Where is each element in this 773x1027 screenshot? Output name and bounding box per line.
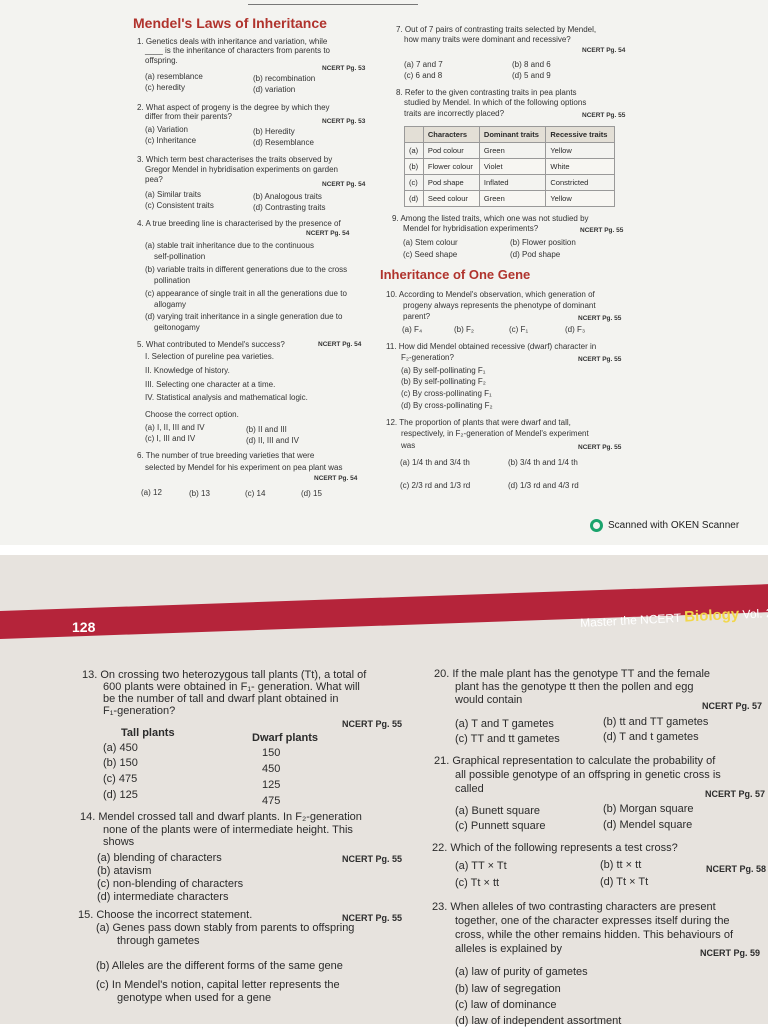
q8-line2: studied by Mendel. In which of the following options (404, 98, 587, 107)
q15-option-a2: through gametes (117, 935, 200, 947)
q22-option-c: (c) Tt × tt (455, 877, 500, 889)
book-title-subject: Biology (683, 605, 740, 626)
table-cell: Green (479, 143, 545, 159)
q5-option-c: (c) I, III and IV (145, 434, 196, 443)
q9-line2: Mendel for hybridisation experiments? (403, 224, 539, 233)
q12-line1: 12. The proportion of plants that were dwarf and tall, (386, 418, 571, 427)
q11-option-b: (b) By self-pollinating F₂ (401, 377, 486, 386)
q6-option-a: (a) 12 (141, 488, 162, 497)
q13-option-b-dwarf: 450 (262, 763, 281, 775)
q6-line1: 6. The number of true breeding varieties that were (137, 451, 315, 460)
q11-option-d: (d) By cross-pollinating F₂ (401, 401, 493, 410)
table-header: Dominant traits (479, 127, 545, 143)
q23-option-a: (a) law of purity of gametes (455, 966, 588, 978)
q23-option-c: (c) law of dominance (455, 999, 557, 1011)
q5-ref: NCERT Pg. 54 (318, 341, 362, 348)
q20-line3: would contain (455, 694, 523, 706)
q7-line2: how many traits were dominant and recessive? (404, 35, 571, 44)
q9-ref: NCERT Pg. 55 (580, 227, 624, 234)
q14-option-b: (b) atavism (97, 865, 152, 877)
q20-option-d: (d) T and t gametes (603, 731, 699, 743)
q6-option-d: (d) 15 (301, 489, 322, 498)
q14-option-c: (c) non-blending of characters (97, 878, 244, 890)
q20-line1: 20. If the male plant has the genotype TT and the female (434, 668, 710, 680)
q20-option-c: (c) TT and tt gametes (455, 733, 560, 745)
page-gap (0, 545, 768, 555)
table-cell: Inflated (479, 175, 545, 191)
table-cell: Seed colour (423, 191, 479, 207)
q23-option-b: (b) law of segregation (455, 983, 561, 995)
q2-line1: 2. What aspect of progeny is the degree by which they (137, 103, 330, 112)
q21-line2: all possible genotype of an offspring in genetic cross is (455, 769, 721, 781)
q4-option-b1: (b) variable traits in different generations due to the cross (145, 265, 348, 274)
q7-option-b: (b) 8 and 6 (512, 60, 551, 69)
q14-line1: 14. Mendel crossed tall and dwarf plants. In F₂-generation (80, 811, 362, 823)
q5-choose: Choose the correct option. (145, 410, 239, 419)
q1-option-d: (d) variation (253, 85, 296, 94)
q4-option-d2: geitonogamy (154, 323, 200, 332)
q3-line3: pea? (145, 175, 163, 184)
q5-statement-iii: III. Selecting one character at a time. (145, 380, 276, 389)
q10-line1: 10. According to Mendel's observation, which generation of (386, 290, 595, 299)
q11-line1: 11. How did Mendel obtained recessive (dwarf) character in (386, 342, 597, 351)
table-header: Characters (423, 127, 479, 143)
q5-option-b: (b) II and III (246, 425, 287, 434)
q13-ref: NCERT Pg. 55 (342, 719, 403, 729)
q22-option-d: (d) Tt × Tt (600, 876, 649, 888)
q10-option-c: (c) F₁ (509, 325, 529, 334)
q12-ref: NCERT Pg. 55 (578, 444, 622, 451)
q3-line2: Gregor Mendel in hybridisation experiments on garden (145, 165, 338, 174)
q3-option-d: (d) Contrasting traits (253, 203, 326, 212)
q5-option-d: (d) II, III and IV (246, 436, 299, 445)
q23-line1: 23. When alleles of two contrasting characters are present (432, 901, 716, 913)
table-cell: (c) (405, 175, 424, 191)
q14-option-d: (d) intermediate characters (97, 891, 229, 903)
q13-line3: be the number of tall and dwarf plant obtained in (103, 693, 339, 705)
q21-option-d: (d) Mendel square (603, 819, 693, 831)
table-row (405, 159, 615, 175)
q15-option-c1: (c) In Mendel's notion, capital letter represents the (96, 979, 340, 991)
q21-option-b: (b) Morgan square (603, 803, 694, 815)
scanned-page-bottom (0, 555, 773, 1027)
q15-option-b: (b) Alleles are the different forms of the same gene (96, 960, 343, 972)
q13-option-a-tall: (a) 450 (103, 742, 138, 754)
q13-line2: 600 plants were obtained in F₁- generation. What will (103, 681, 360, 693)
q8-line3: traits are incorrectly placed? (404, 109, 505, 118)
oken-scanner-logo-icon (590, 519, 603, 532)
table-row (405, 143, 615, 159)
q7-option-c: (c) 6 and 8 (404, 71, 443, 80)
q12-option-a: (a) 1/4 th and 3/4 th (400, 458, 470, 467)
table-cell: Pod shape (423, 175, 479, 191)
table-cell: Yellow (546, 143, 615, 159)
q4-option-a1: (a) stable trait inheritance due to the continuous (145, 241, 314, 250)
q1-line1: 1. Genetics deals with inheritance and variation, while (137, 37, 328, 46)
q15-line1: 15. Choose the incorrect statement. (78, 909, 253, 921)
top-rule (248, 4, 418, 5)
q11-ref: NCERT Pg. 55 (578, 356, 622, 363)
q20-option-a: (a) T and T gametes (455, 718, 554, 730)
q14-line3: shows (103, 836, 135, 848)
q20-option-b: (b) tt and TT gametes (603, 716, 709, 728)
table-cell: Pod colour (423, 143, 479, 159)
q9-line1: 9. Among the listed traits, which one was not studied by (392, 214, 589, 223)
q13-header-dwarf: Dwarf plants (252, 732, 319, 744)
q6-ref: NCERT Pg. 54 (314, 475, 358, 482)
table-header: Recessive traits (546, 127, 615, 143)
table-cell: Constricted (546, 175, 615, 191)
q13-option-a-dwarf: 150 (262, 747, 281, 759)
table-cell: Yellow (546, 191, 615, 207)
q22-option-b: (b) tt × tt (600, 859, 642, 871)
q3-ref: NCERT Pg. 54 (322, 181, 366, 188)
q7-option-d: (d) 5 and 9 (512, 71, 551, 80)
q2-option-a: (a) Variation (145, 125, 188, 134)
q21-line1: 21. Graphical representation to calculate the probability of (434, 755, 716, 767)
q5-line1: 5. What contributed to Mendel's success? (137, 340, 285, 349)
q1-line3: offspring. (145, 56, 178, 65)
q10-line3: parent? (403, 312, 431, 321)
q12-line2: respectively, in F₂-generation of Mendel's experiment (401, 429, 589, 438)
q3-option-c: (c) Consistent traits (145, 201, 214, 210)
q2-option-c: (c) Inheritance (145, 136, 197, 145)
q3-line1: 3. Which term best characterises the traits observed by (137, 155, 333, 164)
section-title-mendels-laws: Mendel's Laws of Inheritance (133, 15, 327, 31)
q1-option-c: (c) heredity (145, 83, 186, 92)
page-banner (0, 605, 773, 643)
q12-line3: was (401, 441, 416, 450)
q15-ref: NCERT Pg. 55 (342, 913, 403, 923)
q11-option-a: (a) By self-pollinating F₁ (401, 366, 486, 375)
table-row (405, 175, 615, 191)
q5-statement-ii: II. Knowledge of history. (145, 366, 230, 375)
q8-line1: 8. Refer to the given contrasting traits in pea plants (396, 88, 577, 97)
q10-line2: progeny always represents the phenotype of dominant (403, 301, 596, 310)
q6-line2: selected by Mendel for his experiment on pea plant was (145, 463, 343, 472)
q10-option-b: (b) F₂ (454, 325, 474, 334)
q13-line4: F₁-generation? (103, 705, 176, 717)
q22-option-a: (a) TT × Tt (455, 860, 507, 872)
q20-line2: plant has the genotype tt then the pollen and egg (455, 681, 694, 693)
q4-option-d1: (d) varying trait inheritance in a single generation due to (145, 312, 343, 321)
q7-option-a: (a) 7 and 7 (404, 60, 443, 69)
q12-option-c: (c) 2/3 rd and 1/3 rd (400, 481, 471, 490)
q1-line2: ____ is the inheritance of characters from parents to (145, 46, 330, 55)
table-cell: Green (479, 191, 545, 207)
q20-ref: NCERT Pg. 57 (702, 701, 763, 711)
traits-table (404, 126, 615, 207)
q11-line2: F₂-generation? (401, 353, 454, 362)
q13-option-d-tall: (d) 125 (103, 789, 138, 801)
q13-header-tall: Tall plants (121, 727, 175, 739)
section-title-one-gene: Inheritance of One Gene (380, 267, 531, 282)
page-number: 128 (72, 619, 96, 635)
q13-option-c-tall: (c) 475 (103, 773, 138, 785)
q5-option-a: (a) I, II, III and IV (145, 423, 205, 432)
q14-option-a: (a) blending of characters (97, 852, 222, 864)
q4-line1: 4. A true breeding line is characterised by the presence of (137, 219, 341, 228)
q2-option-b: (b) Heredity (253, 127, 295, 136)
q7-ref: NCERT Pg. 54 (582, 47, 626, 54)
table-cell: (b) (405, 159, 424, 175)
q14-line2: none of the plants were of intermediate height. This (103, 824, 353, 836)
table-cell: (a) (405, 143, 424, 159)
q21-ref: NCERT Pg. 57 (705, 789, 766, 799)
q14-ref: NCERT Pg. 55 (342, 854, 403, 864)
q13-line1: 13. On crossing two heterozygous tall plants (Tt), a total of (82, 669, 367, 681)
q12-option-d: (d) 1/3 rd and 4/3 rd (508, 481, 579, 490)
table-cell: Flower colour (423, 159, 479, 175)
table-row (405, 191, 615, 207)
q21-line3: called (455, 783, 484, 795)
q11-option-c: (c) By cross-pollinating F₁ (401, 389, 492, 398)
q23-line2: together, one of the character expresses itself during the (455, 915, 730, 927)
q23-option-d: (d) law of independent assortment (455, 1015, 622, 1027)
table-cell: White (546, 159, 615, 175)
q23-line3: cross, while the other remains hidden. This behaviours of (455, 929, 733, 941)
q4-option-b2: pollination (154, 276, 191, 285)
q3-option-b: (b) Analogous traits (253, 192, 322, 201)
q2-option-d: (d) Resemblance (253, 138, 314, 147)
q10-option-d: (d) F₃ (565, 325, 586, 334)
q9-option-b: (b) Flower position (510, 238, 576, 247)
q22-ref: NCERT Pg. 58 (706, 864, 767, 874)
q23-line4: alleles is explained by (455, 943, 563, 955)
q3-option-a: (a) Similar traits (145, 190, 202, 199)
q4-option-a2: self-pollination (154, 252, 206, 261)
q4-ref: NCERT Pg. 54 (306, 230, 350, 237)
q2-ref: NCERT Pg. 53 (322, 118, 366, 125)
q1-ref: NCERT Pg. 53 (322, 65, 366, 72)
q2-line2: differ from their parents? (145, 112, 233, 121)
q10-ref: NCERT Pg. 55 (578, 315, 622, 322)
table-cell: Violet (479, 159, 545, 175)
q4-option-c1: (c) appearance of single trait in all the generations due to (145, 289, 347, 298)
q4-option-c2: allogamy (154, 300, 187, 309)
q1-option-b: (b) recombination (253, 74, 316, 83)
q21-option-a: (a) Bunett square (455, 805, 540, 817)
q9-option-d: (d) Pod shape (510, 250, 561, 259)
q23-ref: NCERT Pg. 59 (700, 948, 761, 958)
q15-option-a1: (a) Genes pass down stably from parents to offspring (96, 922, 355, 934)
q22-line1: 22. Which of the following represents a test cross? (432, 842, 678, 854)
q5-statement-i: I. Selection of pureline pea varieties. (145, 352, 274, 361)
scanner-label: Scanned with OKEN Scanner (608, 520, 740, 531)
table-header (405, 127, 424, 143)
q15-option-c2: genotype when used for a gene (117, 992, 272, 1004)
q21-option-c: (c) Punnett square (455, 820, 546, 832)
table-header-row (405, 127, 615, 143)
q13-option-d-dwarf: 475 (262, 795, 281, 807)
q9-option-a: (a) Stem colour (403, 238, 458, 247)
q13-option-c-dwarf: 125 (262, 779, 281, 791)
book-title-volume: Vol. 2 (742, 605, 773, 622)
q7-line1: 7. Out of 7 pairs of contrasting traits selected by Mendel, (396, 25, 597, 34)
q12-option-b: (b) 3/4 th and 1/4 th (508, 458, 578, 467)
q10-option-a: (a) F₄ (402, 325, 423, 334)
book-title-main: Master the NCERT (579, 610, 682, 631)
q8-ref: NCERT Pg. 55 (582, 112, 626, 119)
q5-statement-iv: IV. Statistical analysis and mathematical logic. (145, 393, 308, 402)
q1-option-a: (a) resemblance (145, 72, 203, 81)
scanner-watermark (590, 519, 739, 532)
q13-option-b-tall: (b) 150 (103, 757, 138, 769)
q9-option-c: (c) Seed shape (403, 250, 458, 259)
table-cell: (d) (405, 191, 424, 207)
q6-option-b: (b) 13 (189, 489, 210, 498)
q6-option-c: (c) 14 (245, 489, 266, 498)
